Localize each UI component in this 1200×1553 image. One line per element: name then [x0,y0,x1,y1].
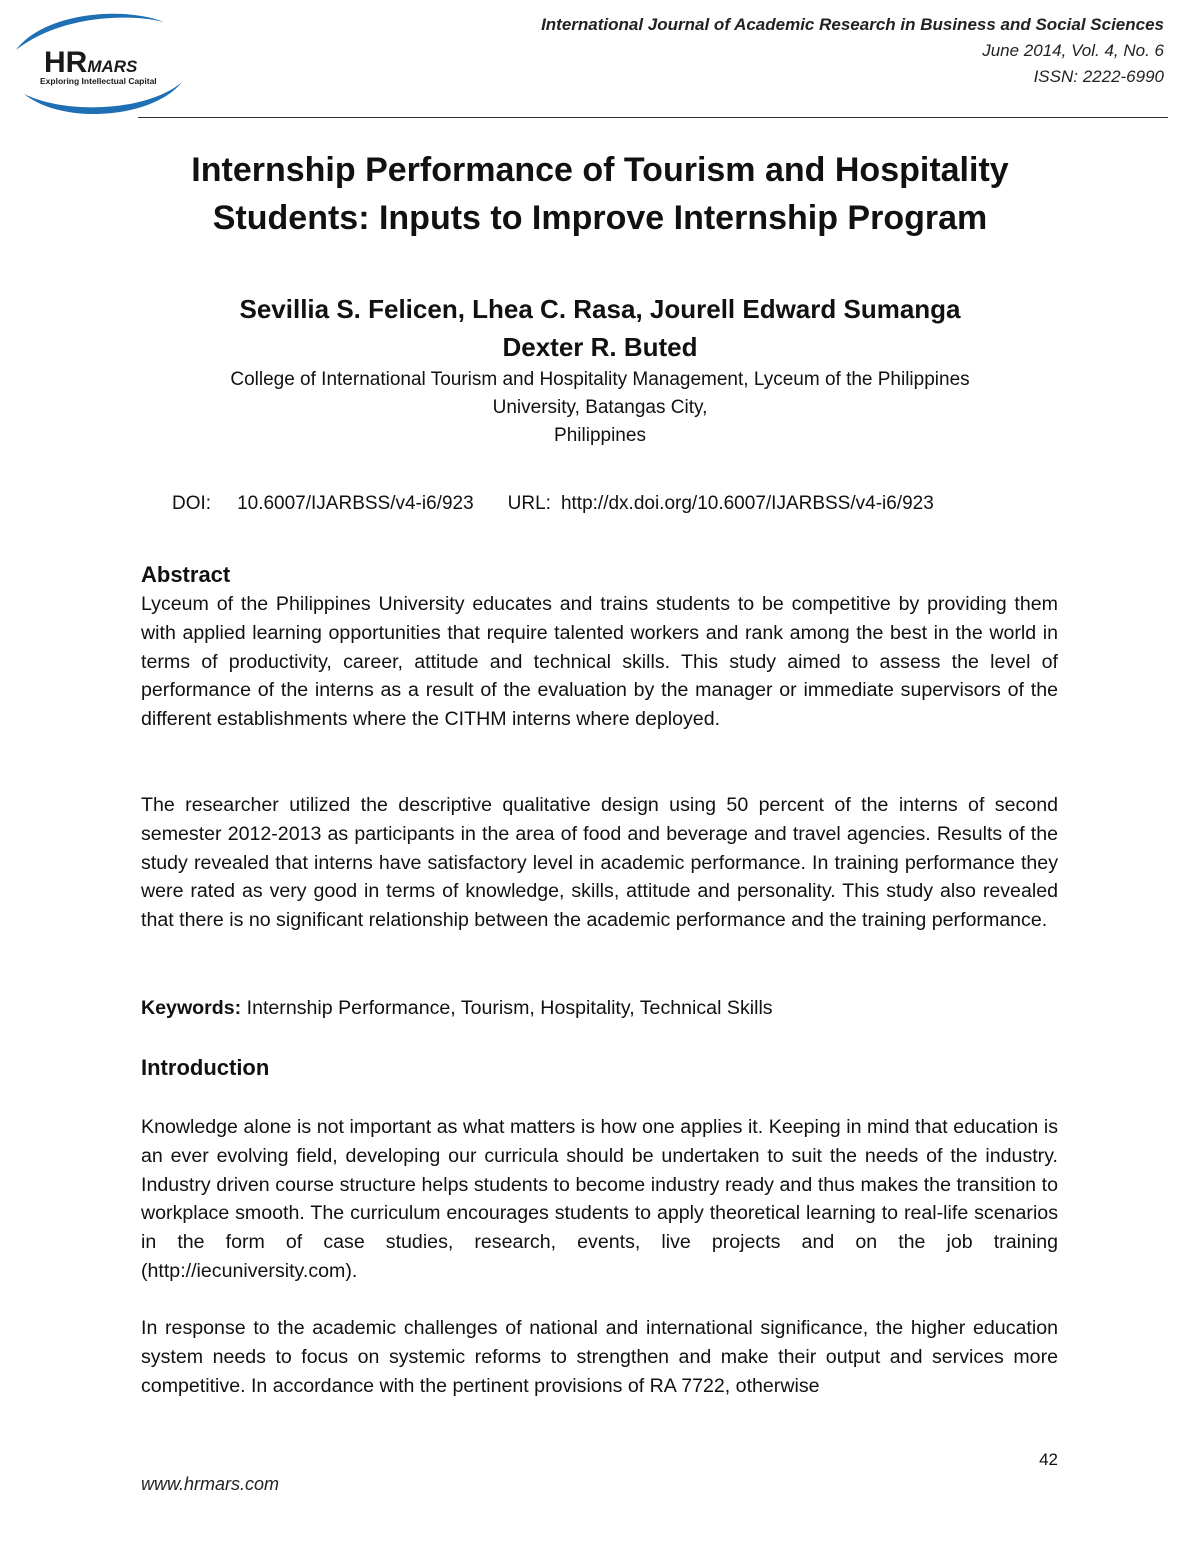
hrmars-logo-mark [4,6,184,122]
hrmars-logo [4,6,184,122]
logo-brand-sub: MARS [87,57,138,76]
journal-header [541,12,1164,90]
svg-text:HRMARS [44,46,138,79]
title-line-2: Students: Inputs to Improve Internship Program [212,199,988,237]
page-number: 42 [1039,1450,1058,1469]
authors-line-2: Dexter R. Buted [502,332,698,362]
abstract-heading: Abstract [141,562,231,587]
author-list [80,290,1120,366]
header-divider [138,117,1168,118]
logo-brand-main: HR [44,46,88,79]
journal-issn: ISSN: 2222-6990 [1033,67,1164,86]
journal-name: International Journal of Academic Research in Business and Social Sciences [541,15,1164,34]
footer-website-link[interactable]: www.hrmars.com [141,1474,280,1494]
url-label: URL: [507,493,551,514]
affiliation-line-3: Philippines [554,425,646,446]
abstract-paragraph-1: Lyceum of the Philippines University educates and trains students to be competitive by providing them with applied learning opportunities that require talented workers and rank among the best in the world in terms of productivity, career, attitude and technical skills. This study aimed to assess the level of performance of the interns as a result of the evaluation by the manager or immediate supervisors of the different establishments where the CITHM interns where deployed. [141,593,1058,731]
keywords-label: Keywords: [141,997,242,1019]
title-line-1: Internship Performance of Tourism and Hospitality [191,151,1009,189]
doi-line [172,490,1120,518]
affiliation [140,366,1060,450]
keywords-line [141,994,773,1022]
introduction-heading: Introduction [141,1055,270,1080]
journal-issue: June 2014, Vol. 4, No. 6 [982,41,1164,60]
logo-tagline: Exploring Intellectual Capital [40,76,157,86]
url-link[interactable]: http://dx.doi.org/10.6007/IJARBSS/v4-i6/923 [560,493,934,514]
keywords-text: Internship Performance, Tourism, Hospitality, Technical Skills [246,997,773,1019]
paper-title [80,146,1120,242]
doi-value[interactable]: 10.6007/IJARBSS/v4-i6/923 [237,493,474,514]
authors-line-1: Sevillia S. Felicen, Lhea C. Rasa, Jourell Edward Sumanga [239,294,961,324]
doi-label: DOI: [172,493,212,514]
affiliation-line-1: College of International Tourism and Hospitality Management, Lyceum of the Philippines [230,369,970,390]
abstract-paragraph-2: The researcher utilized the descriptive qualitative design using 50 percent of the interns of second semester 2012-2013 as participants in the area of food and beverage and travel agencies. Results of the study revealed that interns have satisfactory level in academic performance. In training performance they were rated as very good in terms of knowledge, skills, attitude and personality. This study also revealed that there is no significant relationship between the academic performance and the training performance. [141,794,1058,932]
affiliation-line-2: University, Batangas City, [492,397,708,418]
introduction-paragraph-2: In response to the academic challenges of national and international significance, the higher education system needs to focus on systemic reforms to strengthen and make their output and services more competitive. In accordance with the pertinent provisions of RA 7722, otherwise [141,1317,1058,1397]
introduction-paragraph-1: Knowledge alone is not important as what matters is how one applies it. Keeping in mind that education is an ever evolving field, developing our curricula should be undertaken to suit the needs of the industry. Industry driven course structure helps students to become industry ready and thus makes the transition to workplace smooth. The curriculum encourages students to apply theoretical learning to real-life scenarios in the form of case studies, research, events, live projects and on the job training (http://iecuniversity.com). [141,1116,1058,1282]
